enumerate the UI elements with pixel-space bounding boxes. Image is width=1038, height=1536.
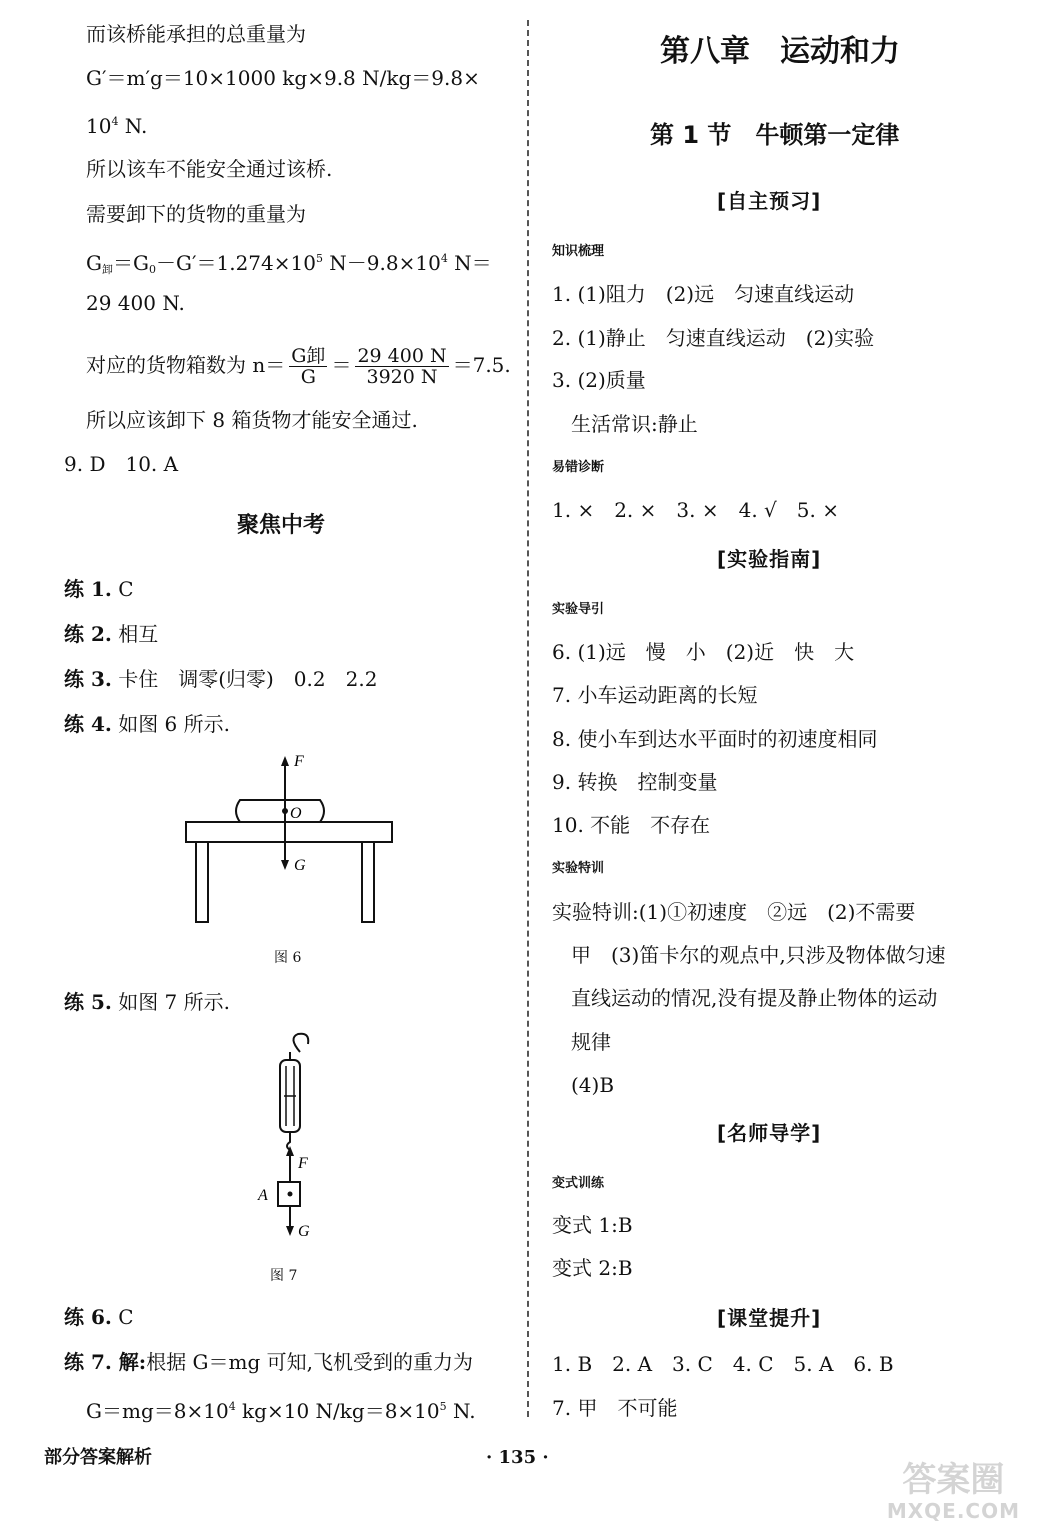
text: N－9.8×10 [322,251,441,275]
answer-line: 7. 小车运动距离的长短 [552,683,758,707]
label-G: G [294,857,306,874]
center-point [282,808,288,814]
label-G: G [298,1223,310,1240]
subsection-heading: [课堂提升] [717,1306,822,1330]
answer-line: 9. 转换 控制变量 [552,770,718,794]
hook-icon [293,1034,308,1052]
exponent: 4 [228,1400,236,1413]
text: G [86,251,102,275]
figure-6-table-diagram [180,750,400,930]
exponent: 5 [439,1400,447,1413]
answer-line: 1. × 2. × 3. × 4. √ 5. × [552,498,839,522]
arrow-up-icon [281,756,289,766]
text: ＝ [331,353,352,377]
answer-line: 9. D 10. A [64,452,179,476]
answer-line: 直线运动的情况,没有提及静止物体的运动 [571,986,938,1010]
answer-line: 实验特训:(1)①初速度 ②远 (2)不需要 [552,900,916,924]
watermark-url: MXQE.COM [886,1499,1020,1523]
answer-line [64,667,377,691]
column-divider [527,20,529,1417]
text-line: 所以该车不能安全通过该桥. [86,157,333,181]
label-F: F [294,753,304,770]
exponent: 5 [315,252,323,265]
answer-line: 1. (1)阻力 (2)远 匀速直线运动 [552,282,855,306]
formula-line [86,247,492,282]
fraction [355,346,448,387]
small-heading: 易错诊断 [552,460,605,475]
arrow-down-icon [281,860,289,870]
table-top [186,822,392,842]
answer-line: 变式 2:B [552,1256,633,1280]
exponent: 4 [111,115,119,128]
text: C [111,1305,134,1329]
text: kg×10 N/kg＝8×10 [235,1399,440,1423]
answer-line [64,577,134,601]
exercise-label: 练 4. [64,712,112,736]
text: 10 [86,114,112,138]
small-heading: 知识梳理 [552,244,605,259]
label-A: A [258,1187,268,1204]
subscript: 卸 [101,263,113,276]
small-heading: 实验导引 [552,602,605,617]
text: N. [446,1399,476,1423]
answer-line [64,622,158,646]
answer-line: 6. (1)远 慢 小 (2)近 快 大 [552,640,855,664]
answer-line [64,1350,473,1374]
figure-caption: 图 6 [274,950,302,966]
book-object [236,800,324,822]
subscript: 0 [148,263,156,276]
exercise-label: 练 7. [64,1350,112,1374]
text: N. [118,114,148,138]
formula-line [86,1395,476,1423]
answer-line: 10. 不能 不存在 [552,813,711,837]
answer-line: 7. 甲 不可能 [552,1396,678,1420]
figure-7-spring-scale-diagram [248,1030,348,1260]
answer-line [64,1305,134,1329]
table-leg [196,842,208,922]
subsection-heading: [实验指南] [717,547,822,571]
text-line: 而该桥能承担的总重量为 [86,22,306,46]
text-line: 需要卸下的货物的重量为 [86,202,306,226]
formula-line: G′＝m′g＝10×1000 kg×9.8 N/kg＝9.8× [86,66,480,90]
formula-line [86,110,147,138]
section-title: 第 1 节 牛顿第一定律 [650,121,900,149]
formula-line [86,346,511,387]
table-leg [362,842,374,922]
denominator: G [300,366,316,388]
numerator: G卸 [291,345,326,367]
formula-line: 29 400 N. [86,291,185,315]
text: ＝7.5. [452,353,511,377]
answer-line: (4)B [571,1073,615,1097]
exponent: 4 [440,252,448,265]
subsection-heading: [名师导学] [717,1121,822,1145]
label-O: O [290,805,302,822]
fraction [289,346,327,387]
section-title: 聚焦中考 [237,513,326,538]
arrow-down-icon [286,1226,294,1236]
text: G＝mg＝8×10 [86,1399,229,1423]
text: ＝G [112,251,149,275]
text-line: 所以应该卸下 8 箱货物才能安全通过. [86,408,418,432]
exercise-label: 练 6. [64,1305,112,1329]
figure-caption: 图 7 [270,1268,298,1284]
answer-line: 2. (1)静止 匀速直线运动 (2)实验 [552,326,875,350]
answer-line [64,990,230,1014]
answer-line: 甲 (3)笛卡尔的观点中,只涉及物体做匀速 [571,943,946,967]
watermark-text: 答案圈 [902,1460,1005,1500]
page-number: · 135 · [486,1447,549,1468]
answer-line: 生活常识:静止 [571,412,698,436]
exercise-label: 练 5. [64,990,112,1014]
numerator: 29 400 N [357,345,447,367]
answer-line [64,712,230,736]
text: －G′＝1.274×10 [155,251,316,275]
text: C [111,577,134,601]
exercise-label: 练 2. [64,622,112,646]
denominator: 3920 N [366,366,438,388]
label-F: F [298,1155,308,1172]
text: 卡住 调零(归零) 0.2 2.2 [111,667,378,691]
answer-line: 1. B 2. A 3. C 4. C 5. A 6. B [552,1352,894,1376]
subsection-heading: [自主预习] [717,189,822,213]
footer-label: 部分答案解析 [44,1447,152,1468]
text: 对应的货物箱数为 n＝ [86,353,286,377]
text: 如图 7 所示. [111,990,230,1014]
answer-line: 变式 1:B [552,1213,633,1237]
text: 相互 [111,622,159,646]
watermark-logo [887,1460,1020,1522]
exercise-label: 练 3. [64,667,112,691]
answer-line: 8. 使小车到达水平面时的初速度相同 [552,727,878,751]
solution-lead: 解: [111,1350,147,1374]
small-heading: 实验特训 [552,861,605,876]
small-heading: 变式训练 [552,1176,605,1191]
answer-line: 3. (2)质量 [552,368,646,392]
text: 根据 G＝mg 可知,飞机受到的重力为 [146,1350,474,1374]
text: N＝ [447,251,492,275]
answer-line: 规律 [571,1030,611,1054]
exercise-label: 练 1. [64,577,112,601]
chapter-title: 第八章 运动和力 [660,34,900,69]
text: 如图 6 所示. [111,712,230,736]
